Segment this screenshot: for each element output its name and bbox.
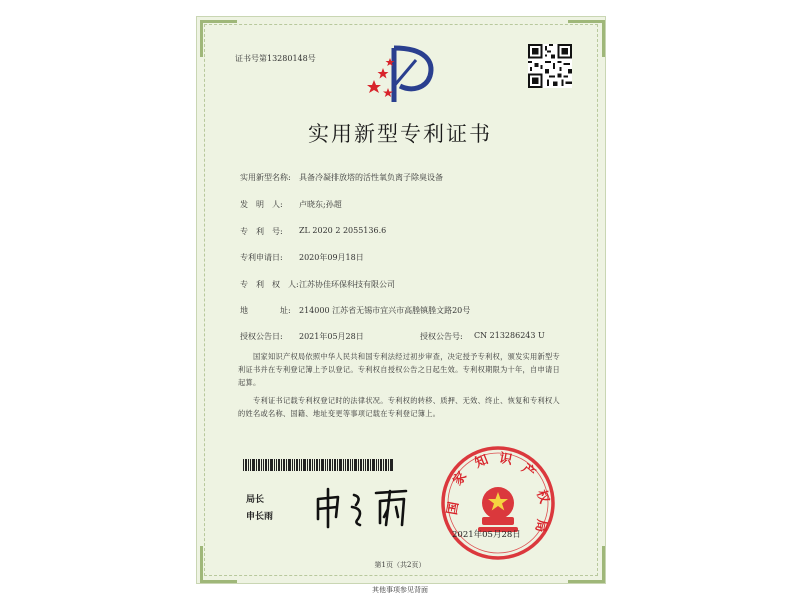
field-label-inventor: 发 明 人: xyxy=(240,200,283,209)
barcode-icon xyxy=(243,459,393,471)
field-label-grant-date: 授权公告日: xyxy=(240,332,283,341)
field-value-address: 214000 江苏省无锡市宜兴市高塍镇塍文路20号 xyxy=(299,306,471,315)
field-label-announcement-number: 授权公告号: xyxy=(420,332,463,341)
svg-text:国: 国 xyxy=(445,500,463,517)
svg-text:家: 家 xyxy=(450,469,471,489)
field-value-filing-date: 2020年09月18日 xyxy=(299,253,364,262)
border-ornament xyxy=(200,20,237,57)
director-title: 局长 xyxy=(246,495,265,505)
field-label-filing-date: 专利申请日: xyxy=(240,253,283,262)
border-ornament xyxy=(568,20,605,57)
field-label-patentee: 专 利 权 人: xyxy=(240,280,299,289)
director-name: 申长雨 xyxy=(246,512,274,522)
field-value-grant-date: 2021年05月28日 xyxy=(299,332,364,341)
handwritten-signature-icon xyxy=(312,485,412,530)
grant-statement-paragraph: 国家知识产权局依照中华人民共和国专利法经过初步审查，决定授予专利权，颁发实用新型专利证书并在专利登记簿上予以登记。专利权自授权公告之日起生效。专利权期限为十年，自申请日起算。 xyxy=(238,352,560,387)
field-value-inventor: 卢晓东;孙超 xyxy=(299,200,342,209)
svg-text:知: 知 xyxy=(472,452,491,472)
qr-code-icon xyxy=(528,44,572,88)
svg-text:权: 权 xyxy=(533,488,552,506)
certificate-number: 证书号第13280148号 xyxy=(235,54,316,63)
field-value-utility-model-name: 具备冷凝排放塔的活性氧负离子除臭设备 xyxy=(299,173,443,182)
certificate-title: 实用新型专利证书 xyxy=(308,122,492,146)
official-seal-icon xyxy=(438,443,558,563)
field-label-utility-model-name: 实用新型名称: xyxy=(240,173,291,182)
svg-text:产: 产 xyxy=(518,461,539,482)
field-label-address: 地 址: xyxy=(240,306,291,315)
seal-date: 2021年05月28日 xyxy=(452,530,521,540)
page-number: 第1页（共2页） xyxy=(374,561,426,569)
field-value-announcement-number: CN 213286243 U xyxy=(474,331,545,340)
svg-text:局: 局 xyxy=(531,517,549,534)
bottom-note: 其他事项参见背面 xyxy=(372,586,428,594)
field-value-patent-number: ZL 2020 2 2055136.6 xyxy=(299,226,387,235)
svg-text:识: 识 xyxy=(497,451,514,469)
legal-status-paragraph: 专利证书记载专利权登记时的法律状况。专利权的转移、质押、无效、终止、恢复和专利权人的姓名或名称、国籍、地址变更等事项记载在专利登记簿上。 xyxy=(238,396,560,418)
cnipa-logo-icon xyxy=(364,40,438,108)
field-label-patent-number: 专 利 号: xyxy=(240,227,283,236)
field-value-patentee: 江苏协佳环保科技有限公司 xyxy=(299,280,395,289)
